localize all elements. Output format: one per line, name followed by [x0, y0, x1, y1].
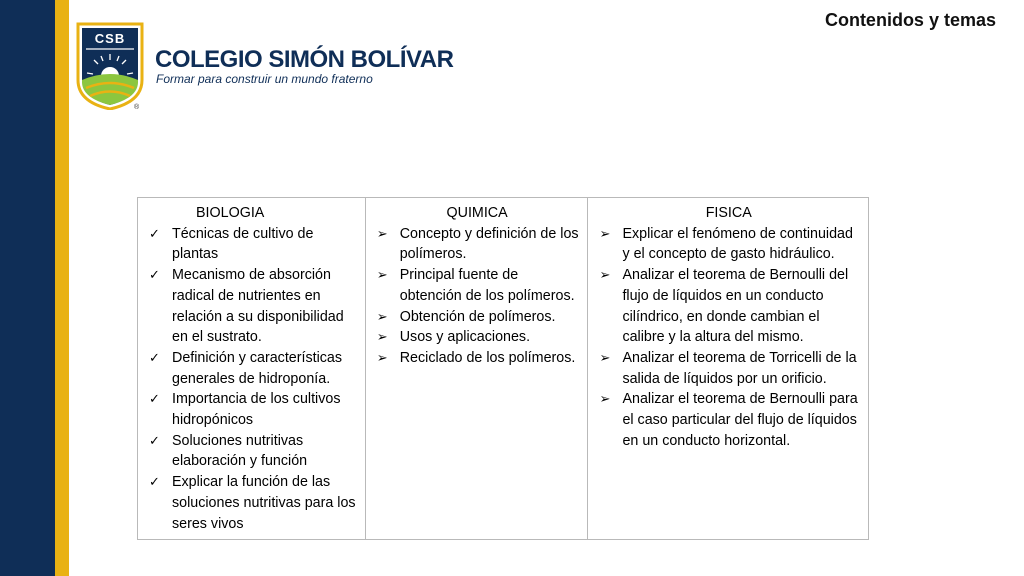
biology-heading: BIOLOGIA	[196, 205, 265, 221]
physics-column	[588, 198, 869, 540]
list-item-text: Analizar el teorema de Bernoulli del flujo de líquidos en un conducto cilíndrico, en donde cambian el calibre y la altura del mismo.	[622, 267, 849, 346]
list-item-text: Reciclado de los polímeros.	[399, 349, 576, 366]
arrowhead-icon: ➢	[599, 349, 611, 365]
school-logo	[76, 22, 454, 114]
arrowhead-icon: ➢	[376, 225, 388, 241]
list-item	[372, 327, 583, 348]
list-item	[594, 265, 863, 348]
arrowhead-icon: ➢	[376, 349, 388, 365]
school-name: COLEGIO SIMÓN BOLÍVAR	[155, 46, 454, 73]
list-item	[594, 389, 863, 451]
arrowhead-icon: ➢	[376, 329, 388, 345]
chemistry-list	[372, 224, 583, 369]
list-item-text: Explicar la función de las soluciones nutritivas para los seres vivos	[172, 474, 356, 532]
check-icon: ✓	[149, 349, 160, 365]
check-icon: ✓	[149, 391, 160, 407]
check-icon: ✓	[149, 432, 160, 448]
topics-table	[137, 197, 869, 540]
list-item	[372, 265, 583, 306]
list-item-text: Mecanismo de absorción radical de nutrientes en relación a su disponibilidad en el sustrato.	[172, 267, 344, 346]
left-gold-stripe	[55, 0, 69, 576]
list-item-text: Analizar el teorema de Torricelli de la salida de líquidos por un orificio.	[622, 349, 857, 387]
list-item	[372, 348, 583, 369]
chemistry-column	[365, 198, 588, 540]
arrowhead-icon: ➢	[599, 391, 611, 407]
list-item-text: Técnicas de cultivo de plantas	[172, 225, 314, 263]
list-item-text: Principal fuente de obtención de los polímeros.	[399, 267, 575, 304]
list-item	[144, 389, 360, 430]
physics-heading: FISICA	[705, 205, 752, 221]
arrowhead-icon: ➢	[376, 308, 388, 324]
physics-list	[594, 224, 863, 452]
list-item	[372, 224, 583, 265]
chemistry-heading: QUIMICA	[446, 205, 508, 221]
left-navy-stripe	[0, 0, 55, 576]
biology-column	[138, 198, 366, 540]
arrowhead-icon: ➢	[599, 225, 611, 241]
table-row	[138, 198, 869, 540]
check-icon: ✓	[149, 225, 160, 241]
list-item-text: Soluciones nutritivas elaboración y función	[172, 432, 308, 470]
school-shield-icon	[76, 22, 144, 110]
check-icon: ✓	[149, 474, 160, 490]
list-item	[594, 224, 863, 265]
registered-mark: ®	[134, 104, 140, 111]
biology-list	[144, 224, 360, 535]
list-item	[144, 224, 360, 265]
page-title: Contenidos y temas	[824, 10, 996, 30]
school-slogan: Formar para construir un mundo fraterno	[156, 72, 373, 86]
list-item-text: Importancia de los cultivos hidropónicos	[172, 391, 341, 429]
logo-badge-text: CSB	[94, 31, 126, 46]
arrowhead-icon: ➢	[599, 267, 611, 283]
list-item-text: Definición y características generales de hidroponía.	[172, 349, 343, 387]
list-item	[144, 472, 360, 534]
list-item	[144, 265, 360, 348]
list-item-text: Obtención de polímeros.	[399, 308, 556, 325]
list-item	[372, 307, 583, 328]
list-item-text: Concepto y definición de los polímeros.	[399, 225, 579, 263]
check-icon: ✓	[149, 267, 160, 283]
arrowhead-icon: ➢	[376, 267, 388, 283]
list-item	[594, 348, 863, 389]
list-item-text: Explicar el fenómeno de continuidad y el concepto de gasto hidráulico.	[622, 225, 853, 263]
list-item-text: Usos y aplicaciones.	[399, 329, 531, 346]
list-item	[144, 431, 360, 472]
list-item	[144, 348, 360, 389]
list-item-text: Analizar el teorema de Bernoulli para el caso particular del flujo de líquidos en un conducto horizontal.	[622, 391, 858, 449]
